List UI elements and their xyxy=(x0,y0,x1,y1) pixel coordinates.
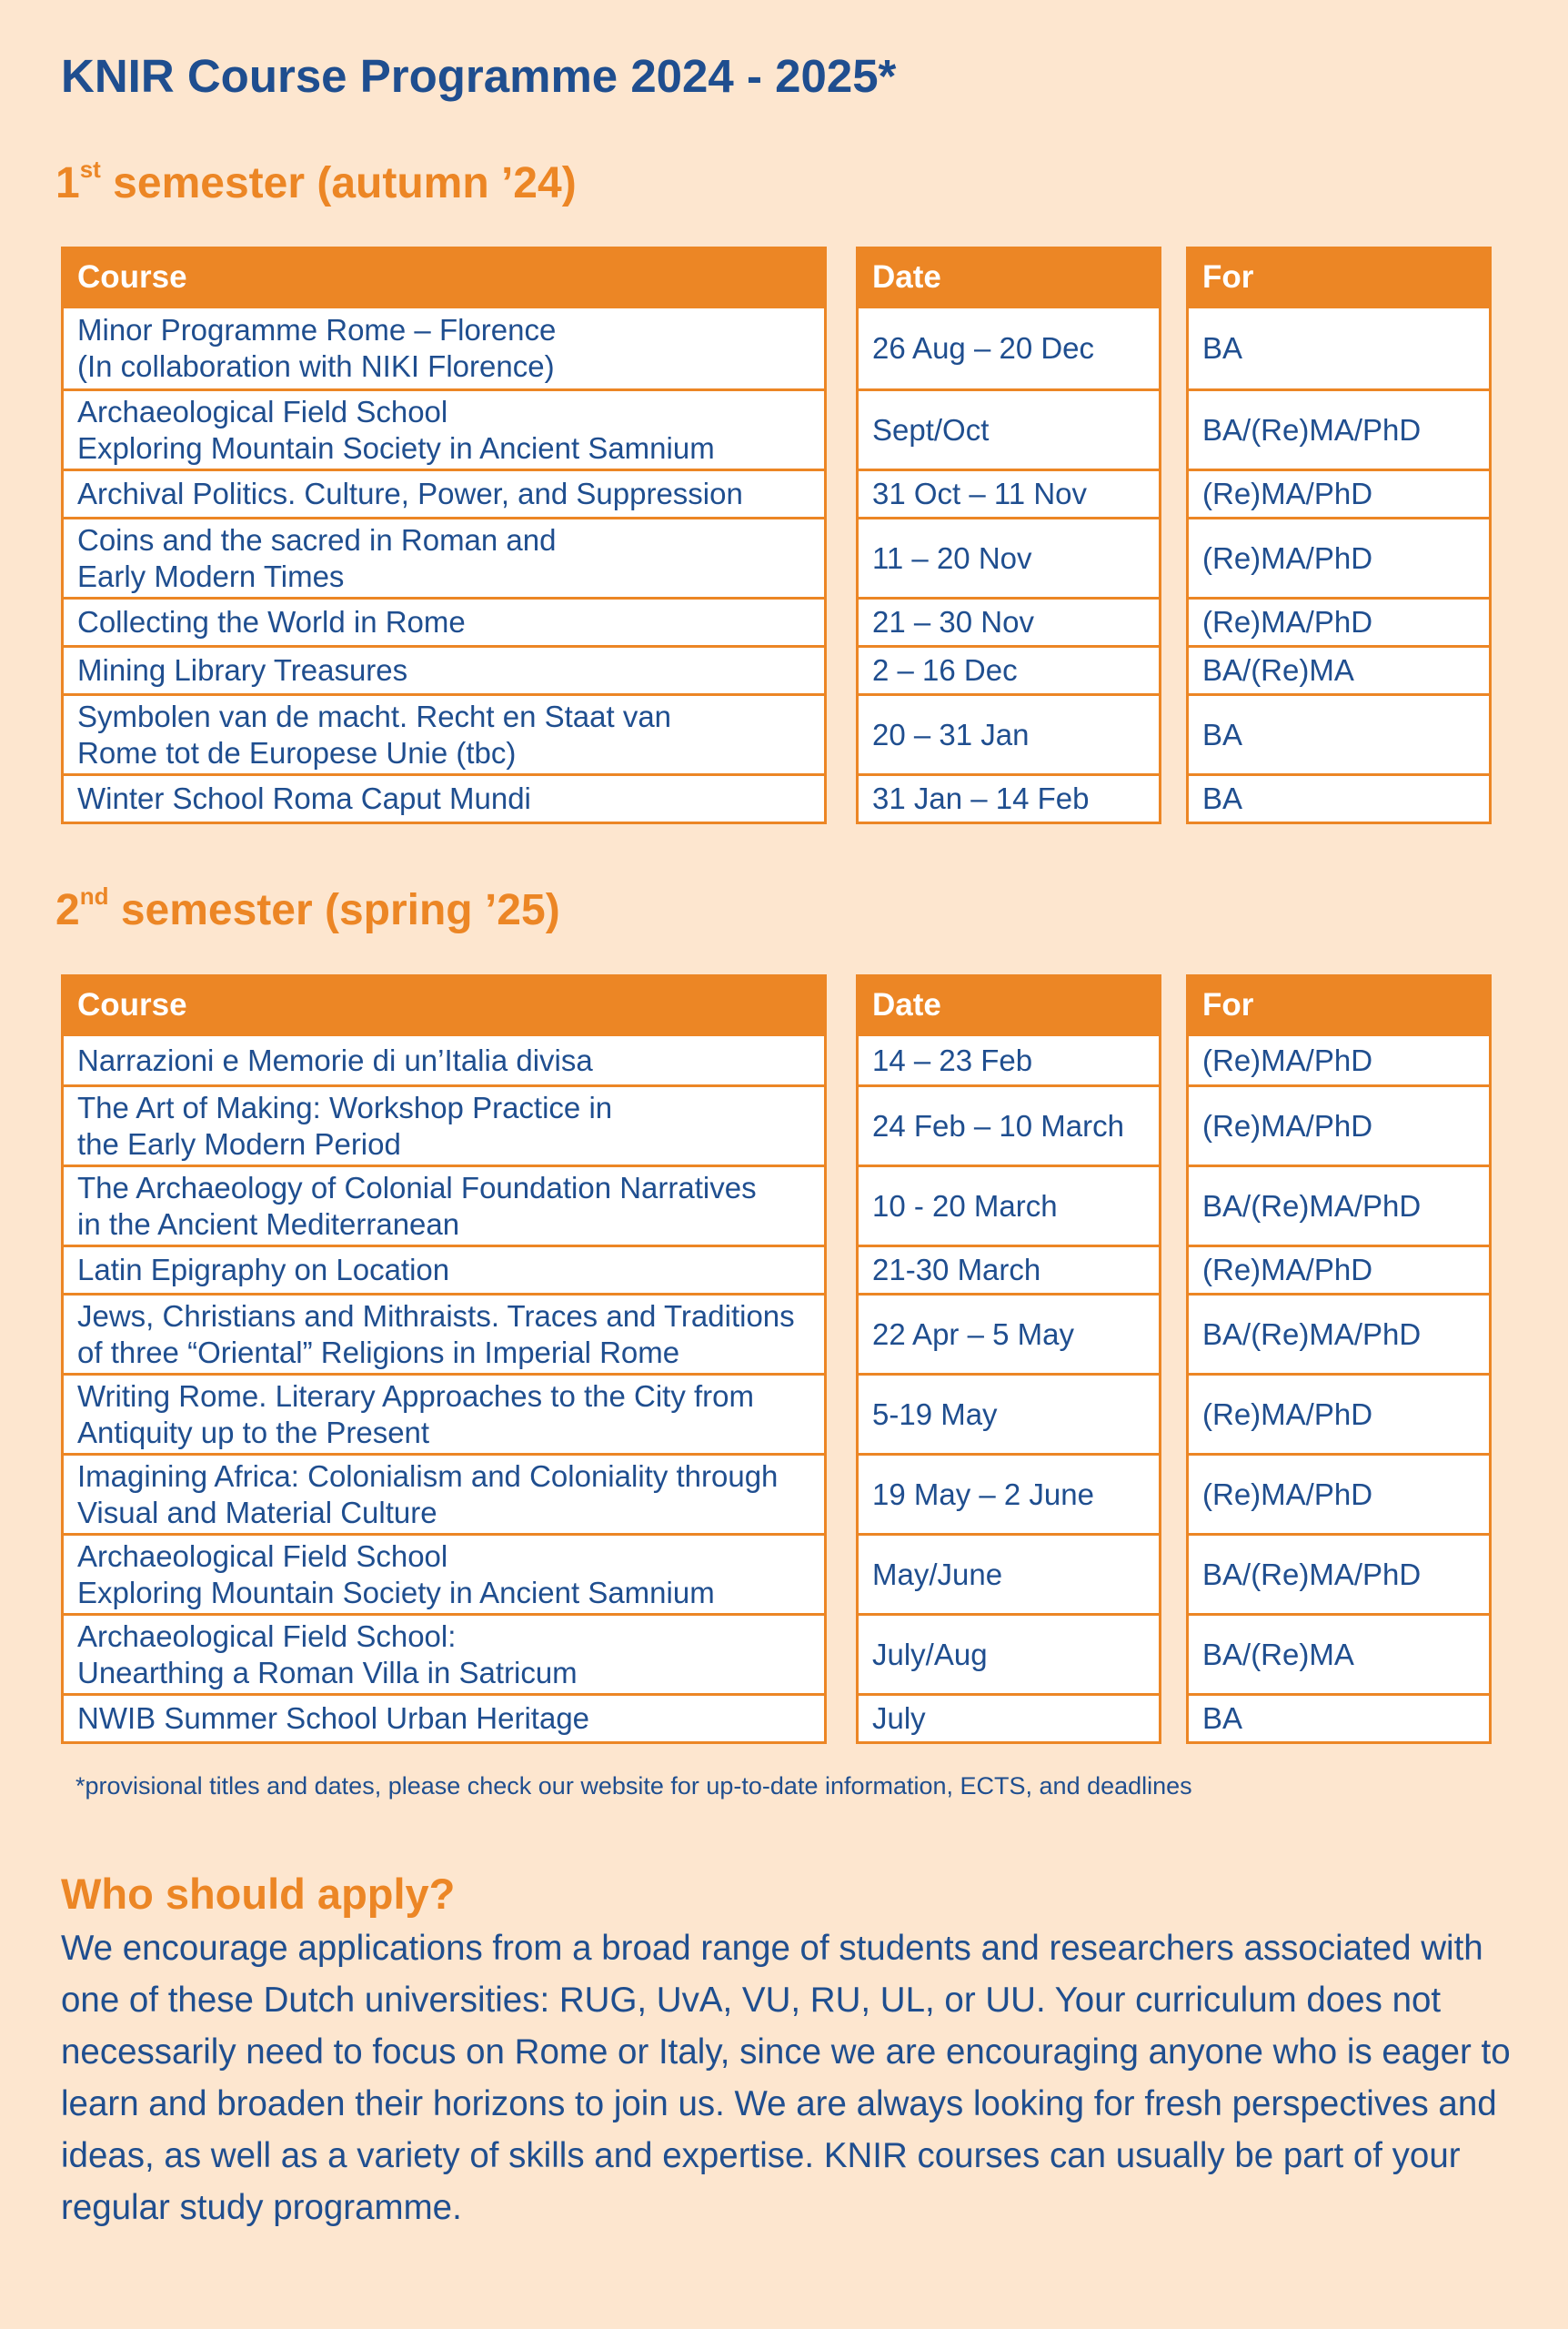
for-cells xyxy=(1186,1036,1492,1744)
course-date: 21-30 March xyxy=(872,1253,1041,1286)
semester-2-heading xyxy=(55,883,560,935)
course-cell xyxy=(64,1613,824,1693)
course-date: 14 – 23 Feb xyxy=(872,1043,1033,1077)
date-cell xyxy=(859,1693,1159,1741)
course-date: Sept/Oct xyxy=(872,412,990,447)
course-date: July/Aug xyxy=(872,1637,988,1671)
course-title-line: the Early Modern Period xyxy=(77,1126,401,1161)
course-audience: (Re)MA/PhD xyxy=(1202,1396,1373,1431)
course-cell xyxy=(64,645,824,693)
semester-1-ordinal-suffix: st xyxy=(79,156,101,183)
course-title-line: Archaeological Field School xyxy=(77,394,448,428)
date-cell xyxy=(859,597,1159,645)
course-column-header: Course xyxy=(61,247,827,308)
for-cell xyxy=(1189,1164,1489,1245)
course-audience: (Re)MA/PhD xyxy=(1202,1108,1373,1143)
course-title-line: Exploring Mountain Society in Ancient Samnium xyxy=(77,430,715,465)
date-cell xyxy=(859,1245,1159,1293)
course-title-line: Imagining Africa: Colonialism and Coloniality through xyxy=(77,1458,779,1493)
course-column xyxy=(61,247,827,824)
page-title: KNIR Course Programme 2024 - 2025* xyxy=(61,50,897,102)
course-date: 24 Feb – 10 March xyxy=(872,1108,1124,1143)
course-column xyxy=(61,974,827,1744)
course-date: 21 – 30 Nov xyxy=(872,605,1034,639)
course-date: July xyxy=(872,1701,926,1735)
date-column-header: Date xyxy=(856,974,1161,1036)
for-column xyxy=(1186,974,1492,1744)
for-cell xyxy=(1189,388,1489,469)
course-title-line: The Archaeology of Colonial Foundation Narratives xyxy=(77,1170,757,1205)
course-title-line: Exploring Mountain Society in Ancient Samnium xyxy=(77,1575,715,1609)
course-audience: BA/(Re)MA/PhD xyxy=(1202,1188,1422,1223)
course-column-header: Course xyxy=(61,974,827,1036)
course-cell xyxy=(64,693,824,773)
footnote: *provisional titles and dates, please check our website for up-to-date information, ECTS, and deadlines xyxy=(75,1772,1192,1800)
course-date: 31 Oct – 11 Nov xyxy=(872,477,1088,510)
course-cells xyxy=(61,308,827,824)
semester-2-label: semester (spring ’25) xyxy=(120,886,560,934)
date-cell xyxy=(859,773,1159,822)
date-cells xyxy=(856,308,1161,824)
for-cell xyxy=(1189,469,1489,517)
for-cell xyxy=(1189,1613,1489,1693)
course-title-line: Rome tot de Europese Unie (tbc) xyxy=(77,735,517,770)
for-cells xyxy=(1186,308,1492,824)
for-cell xyxy=(1189,1373,1489,1453)
course-title-line: Narrazioni e Memorie di un’Italia divisa xyxy=(77,1043,593,1077)
course-title-line: Archaeological Field School: xyxy=(77,1618,457,1653)
course-date: 11 – 20 Nov xyxy=(872,540,1032,575)
course-title-line: Mining Library Treasures xyxy=(77,653,408,687)
semester-1-heading xyxy=(55,156,577,208)
course-audience: BA xyxy=(1202,1701,1243,1735)
for-column-header: For xyxy=(1186,974,1492,1036)
date-cells xyxy=(856,1036,1161,1744)
course-cells xyxy=(61,1036,827,1744)
for-column-header: For xyxy=(1186,247,1492,308)
for-cell xyxy=(1189,1293,1489,1373)
for-cell xyxy=(1189,517,1489,597)
date-column xyxy=(856,974,1161,1744)
course-cell xyxy=(64,1084,824,1164)
course-title-line: Visual and Material Culture xyxy=(77,1495,437,1529)
course-title-line: Collecting the World in Rome xyxy=(77,605,466,639)
course-date: 5-19 May xyxy=(872,1396,998,1431)
course-cell xyxy=(64,308,824,388)
for-cell xyxy=(1189,1453,1489,1533)
course-audience: BA xyxy=(1202,331,1243,365)
course-cell xyxy=(64,1693,824,1741)
date-cell xyxy=(859,517,1159,597)
date-cell xyxy=(859,645,1159,693)
for-column xyxy=(1186,247,1492,824)
course-date: 26 Aug – 20 Dec xyxy=(872,331,1095,365)
date-cell xyxy=(859,1164,1159,1245)
course-title-line: Jews, Christians and Mithraists. Traces and Traditions xyxy=(77,1298,795,1333)
date-cell xyxy=(859,1293,1159,1373)
semester-1-number: 1 xyxy=(55,159,80,207)
course-title-line: (In collaboration with NIKI Florence) xyxy=(77,349,555,383)
date-column-header: Date xyxy=(856,247,1161,308)
course-cell xyxy=(64,1533,824,1613)
course-audience: BA xyxy=(1202,781,1243,815)
course-audience: BA/(Re)MA/PhD xyxy=(1202,1557,1422,1591)
course-audience: (Re)MA/PhD xyxy=(1202,477,1373,510)
date-cell xyxy=(859,388,1159,469)
course-cell xyxy=(64,517,824,597)
date-cell xyxy=(859,1453,1159,1533)
course-audience: BA/(Re)MA xyxy=(1202,653,1354,687)
course-date: 22 Apr – 5 May xyxy=(872,1316,1074,1351)
course-title-line: Writing Rome. Literary Approaches to the City from xyxy=(77,1378,755,1413)
course-cell xyxy=(64,388,824,469)
course-title-line: Antiquity up to the Present xyxy=(77,1415,430,1449)
course-title-line: Latin Epigraphy on Location xyxy=(77,1253,450,1286)
course-cell xyxy=(64,773,824,822)
for-cell xyxy=(1189,645,1489,693)
date-cell xyxy=(859,1613,1159,1693)
course-cell xyxy=(64,469,824,517)
course-audience: (Re)MA/PhD xyxy=(1202,540,1373,575)
course-title-line: Coins and the sacred in Roman and xyxy=(77,522,557,557)
course-title-line: Early Modern Times xyxy=(77,559,345,593)
semester-2-number: 2 xyxy=(55,886,80,934)
course-cell xyxy=(64,597,824,645)
date-cell xyxy=(859,1036,1159,1084)
for-cell xyxy=(1189,773,1489,822)
semester-2-ordinal-suffix: nd xyxy=(79,882,109,910)
course-title-line: NWIB Summer School Urban Heritage xyxy=(77,1701,590,1735)
course-audience: BA/(Re)MA/PhD xyxy=(1202,1316,1422,1351)
course-audience: (Re)MA/PhD xyxy=(1202,1043,1373,1077)
course-cell xyxy=(64,1373,824,1453)
course-audience: (Re)MA/PhD xyxy=(1202,1477,1373,1511)
course-title-line: Archival Politics. Culture, Power, and Suppression xyxy=(77,477,743,510)
who-should-apply-heading: Who should apply? xyxy=(61,1870,456,1918)
for-cell xyxy=(1189,308,1489,388)
course-date: May/June xyxy=(872,1557,1003,1591)
date-cell xyxy=(859,308,1159,388)
course-title-line: of three “Oriental” Religions in Imperial Rome xyxy=(77,1335,680,1369)
date-cell xyxy=(859,1373,1159,1453)
course-date: 19 May – 2 June xyxy=(872,1477,1094,1511)
course-title-line: Symbolen van de macht. Recht en Staat van xyxy=(77,699,672,733)
course-title-line: Archaeological Field School xyxy=(77,1538,448,1573)
for-cell xyxy=(1189,1693,1489,1741)
date-cell xyxy=(859,469,1159,517)
course-date: 20 – 31 Jan xyxy=(872,717,1030,751)
course-audience: (Re)MA/PhD xyxy=(1202,1253,1373,1286)
course-audience: (Re)MA/PhD xyxy=(1202,605,1373,639)
for-cell xyxy=(1189,1245,1489,1293)
course-title-line: Minor Programme Rome – Florence xyxy=(77,313,557,347)
course-cell xyxy=(64,1293,824,1373)
course-date: 10 - 20 March xyxy=(872,1188,1058,1223)
course-audience: BA xyxy=(1202,717,1243,751)
course-title-line: The Art of Making: Workshop Practice in xyxy=(77,1090,613,1124)
course-audience: BA/(Re)MA/PhD xyxy=(1202,412,1422,447)
course-cell xyxy=(64,1164,824,1245)
course-date: 31 Jan – 14 Feb xyxy=(872,781,1090,815)
course-cell xyxy=(64,1036,824,1084)
for-cell xyxy=(1189,1533,1489,1613)
course-date: 2 – 16 Dec xyxy=(872,653,1018,687)
course-cell xyxy=(64,1245,824,1293)
date-cell xyxy=(859,693,1159,773)
date-cell xyxy=(859,1084,1159,1164)
course-audience: BA/(Re)MA xyxy=(1202,1637,1354,1671)
for-cell xyxy=(1189,597,1489,645)
course-cell xyxy=(64,1453,824,1533)
who-should-apply-text: We encourage applications from a broad range of students and researchers associated with one of these Dutch universities: RUG, UvA, VU, RU, UL, or UU. Your curriculum does not necessarily need to focus on Rome or Italy, since we are encouraging anyone who is eager to learn and broaden their horizons to join us. We are always looking for fresh perspectives and ideas, as well as a variety of skills and expertise. KNIR courses can usually be part of your regular study programme. xyxy=(61,1929,1511,2227)
semester-1-label: semester (autumn ’24) xyxy=(113,159,577,207)
for-cell xyxy=(1189,1084,1489,1164)
course-title-line: in the Ancient Mediterranean xyxy=(77,1206,460,1241)
date-cell xyxy=(859,1533,1159,1613)
for-cell xyxy=(1189,1036,1489,1084)
course-title-line: Unearthing a Roman Villa in Satricum xyxy=(77,1655,578,1689)
course-title-line: Winter School Roma Caput Mundi xyxy=(77,781,531,815)
date-column xyxy=(856,247,1161,824)
for-cell xyxy=(1189,693,1489,773)
